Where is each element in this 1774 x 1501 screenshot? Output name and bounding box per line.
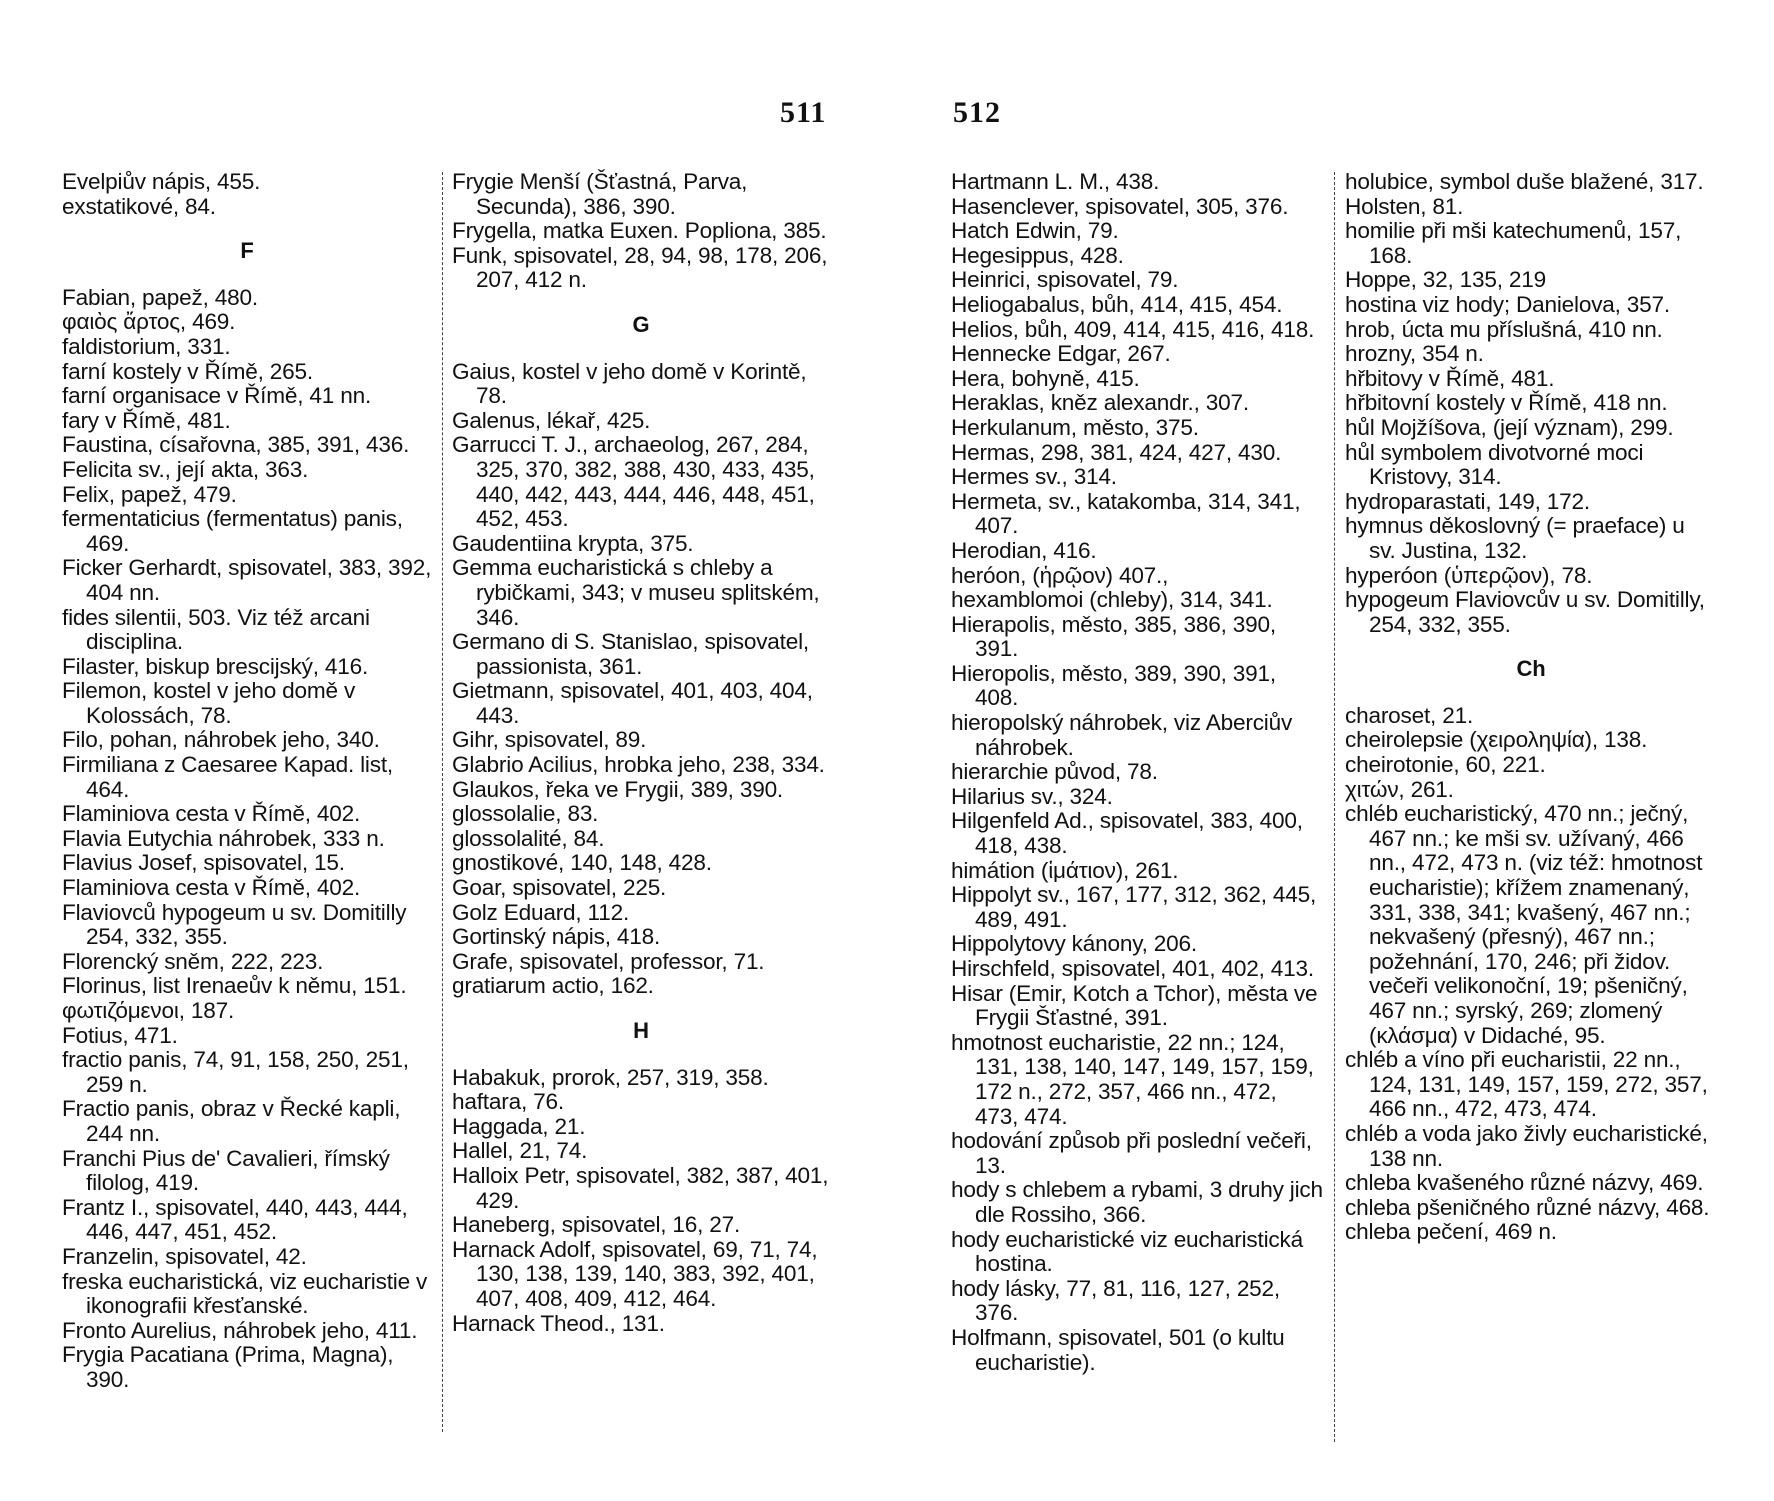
index-entry: haftara, 76. — [452, 1089, 564, 1115]
index-entry: gratiarum actio, 162. — [452, 973, 654, 999]
index-entry: holubice, symbol duše blažené, 317. — [1345, 169, 1704, 194]
index-entry: hieropolský náhrobek, viz Aberciův náhrobek. — [951, 710, 1293, 760]
index-entry: Florinus, list Irenaeův k němu, 151. — [62, 973, 407, 999]
index-entry: Fotius, 471. — [62, 1022, 178, 1048]
index-column-1 — [62, 170, 432, 1393]
index-entry: Hippolyt sv., 167, 177, 312, 362, 445, 489, 491. — [951, 882, 1317, 932]
index-entry: Herodian, 416. — [951, 537, 1097, 563]
index-entry: homilie při mši katechumenů, 157, 168. — [1345, 218, 1682, 268]
index-entry: hody lásky, 77, 81, 116, 127, 252, 376. — [951, 1275, 1280, 1326]
index-entry: Hilgenfeld Ad., spisovatel, 383, 400, 418, 438. — [951, 808, 1303, 859]
index-entry: Funk, spisovatel, 28, 94, 98, 178, 206, 207, 412 n. — [452, 242, 828, 293]
index-entry: Hierapolis, město, 385, 386, 390, 391. — [951, 611, 1276, 662]
index-entry: Franzelin, spisovatel, 42. — [62, 1243, 307, 1269]
index-entry: Evelpiův nápis, 455. — [62, 169, 261, 194]
index-entry: faldistorium, 331. — [62, 333, 231, 359]
index-entry: φωτιζόμενοι, 187. — [62, 998, 235, 1023]
index-entry: Hoppe, 32, 135, 219 — [1345, 267, 1546, 293]
index-entry: Flaviovců hypogeum u sv. Domitilly 254, 332, 355. — [62, 899, 407, 950]
index-entry: cheirotonie, 60, 221. — [1345, 752, 1546, 778]
index-entry: hexamblomoi (chleby), 314, 341. — [951, 587, 1273, 613]
section-letter: F — [240, 238, 254, 264]
index-entry: hůl symbolem divotvorné moci Kristovy, 314. — [1345, 439, 1644, 490]
index-entry: Hieropolis, město, 389, 390, 391, 408. — [951, 660, 1276, 711]
index-entry: Flaminiova cesta v Římě, 402. — [62, 801, 361, 827]
index-entry: Garrucci T. J., archaeolog, 267, 284, 325, 370, 382, 388, 430, 433, 435, 440, 442, 443, 444, 446, 448, 451, 452, 453. — [452, 432, 815, 532]
index-column-4 — [1345, 170, 1717, 1245]
page-number-right: 512 — [953, 96, 1001, 129]
index-entry: Filemon, kostel v jeho domě v Kolossách, 78. — [62, 678, 356, 728]
index-entry: himátion (ἱμάτιον), 261. — [951, 857, 1179, 883]
index-entry: Hennecke Edgar, 267. — [951, 341, 1171, 367]
index-entry: Frantz I., spisovatel, 440, 443, 444, 446, 447, 451, 452. — [62, 1194, 408, 1245]
section-letter: G — [632, 311, 650, 337]
index-entry: Hallel, 21, 74. — [452, 1138, 588, 1164]
index-entry: Herkulanum, město, 375. — [951, 414, 1199, 440]
index-entry: Hatch Edwin, 79. — [951, 218, 1119, 244]
index-entry: Gaudentiina krypta, 375. — [452, 530, 694, 556]
index-entry: Grafe, spisovatel, professor, 71. — [452, 948, 765, 974]
index-entry: Glaukos, řeka ve Frygii, 389, 390. — [452, 776, 784, 802]
index-entry: Frygia Pacatiana (Prima, Magna), 390. — [62, 1342, 394, 1392]
index-entry: Goar, spisovatel, 225. — [452, 875, 667, 901]
index-entry: chléb eucharistický, 470 nn.; ječný, 467 nn.; ke mši sv. užívaný, 466 nn., 472, 473 n. (viz též: hmotnost eucharistie); křížem znamenaný, 331, 338, 341; kvašený, 467 nn.; nekvašený (přesný), 467 nn.; požehnání, 170, 246; při židov. večeři velikonoční, 19; pšeničný, 467 nn.; syrský, 269; zlomený (κλάσμα) v Didaché, 95. — [1345, 801, 1703, 1048]
section-letter: Ch — [1516, 656, 1546, 682]
index-entry: Germano di S. Stanislao, spisovatel, passionista, 361. — [452, 629, 809, 679]
index-entry: chléb a víno při eucharistii, 22 nn., 124, 131, 149, 157, 159, 272, 357, 466 nn., 472, 473, 474. — [1345, 1047, 1708, 1122]
index-entry: chléb a voda jako živly eucharistické, 138 nn. — [1345, 1120, 1708, 1171]
index-entry: Florencký sněm, 222, 223. — [62, 948, 324, 974]
index-entry: Holfmann, spisovatel, 501 (o kultu eucharistie). — [951, 1324, 1285, 1375]
index-entry: hody eucharistické viz eucharistická hostina. — [951, 1226, 1303, 1277]
index-entry: φαιὸς ἄρτος, 469. — [62, 309, 236, 335]
index-entry: Faustina, císařovna, 385, 391, 436. — [62, 432, 410, 458]
index-entry: Hermes sv., 314. — [951, 464, 1117, 490]
index-entry: Hermas, 298, 381, 424, 427, 430. — [951, 439, 1282, 465]
index-entry: chleba kvašeného různé názvy, 469. — [1345, 1170, 1704, 1196]
index-entry: chleba pečení, 469 n. — [1345, 1219, 1557, 1245]
index-entry: farní organisace v Římě, 41 nn. — [62, 383, 372, 409]
index-entry: Felix, papež, 479. — [62, 481, 237, 507]
index-entry: Filaster, biskup brescijský, 416. — [62, 653, 369, 679]
page-number-left: 511 — [780, 96, 827, 129]
index-entry: Flavia Eutychia náhrobek, 333 n. — [62, 825, 385, 851]
index-entry: Hera, bohyně, 415. — [951, 365, 1140, 391]
index-entry: Gemma eucharistická s chleby a rybičkami, 343; v museu splitském, 346. — [452, 555, 820, 630]
index-entry: Glabrio Acilius, hrobka jeho, 238, 334. — [452, 752, 825, 778]
index-entry: χιτών, 261. — [1345, 776, 1454, 802]
index-entry: hody s chlebem a rybami, 3 druhy jich dle Rossiho, 366. — [951, 1177, 1323, 1227]
index-entry: hrozny, 354 n. — [1345, 341, 1484, 367]
index-entry: cheirolepsie (χειροληψία), 138. — [1345, 727, 1648, 753]
index-entry: fary v Římě, 481. — [62, 407, 231, 433]
index-entry: hierarchie původ, 78. — [951, 759, 1158, 785]
index-entry: hmotnost eucharistie, 22 nn.; 124, 131, 138, 140, 147, 149, 157, 159, 172 n., 272, 357, 466 nn., 472, 473, 474. — [951, 1029, 1314, 1129]
index-entry: hypogeum Flaviovcův u sv. Domitilly, 254, 332, 355. — [1345, 587, 1705, 637]
index-entry: Hirschfeld, spisovatel, 401, 402, 413. — [951, 956, 1314, 981]
index-entry: Hippolytovy kánony, 206. — [951, 931, 1197, 957]
index-entry: Galenus, lékař, 425. — [452, 407, 651, 433]
index-entry: hodování způsob při poslední večeři, 13. — [951, 1128, 1312, 1178]
index-entry: Helios, bůh, 409, 414, 415, 416, 418. — [951, 316, 1315, 342]
index-entry: Fabian, papež, 480. — [62, 284, 258, 310]
index-entry: Filo, pohan, náhrobek jeho, 340. — [62, 727, 380, 753]
index-entry: hyperóon (ὑπερῷον), 78. — [1345, 562, 1593, 588]
index-entry: exstatikové, 84. — [62, 193, 216, 219]
index-entry: charoset, 21. — [1345, 702, 1474, 728]
index-entry: Hermeta, sv., katakomba, 314, 341, 407. — [951, 488, 1301, 539]
index-entry: Halloix Petr, spisovatel, 382, 387, 401, 429. — [452, 1162, 829, 1213]
index-entry: Flaminiova cesta v Římě, 402. — [62, 875, 361, 901]
index-entry: Hisar (Emir, Kotch a Tchor), města ve Frygii Šťastné, 391. — [951, 980, 1318, 1031]
index-entry: Haggada, 21. — [452, 1113, 586, 1139]
index-entry: Frygella, matka Euxen. Popliona, 385. — [452, 218, 827, 244]
index-entry: Gortinský nápis, 418. — [452, 924, 661, 950]
index-entry: Heraklas, kněz alexandr., 307. — [951, 390, 1249, 416]
index-entry: Flavius Josef, spisovatel, 15. — [62, 850, 345, 876]
index-entry: hřbitovy v Římě, 481. — [1345, 365, 1555, 391]
index-column-2 — [452, 170, 830, 1336]
index-entry: Felicita sv., její akta, 363. — [62, 456, 309, 482]
index-entry: Frygie Menší (Šťastná, Parva, Secunda), 386, 390. — [452, 169, 748, 219]
index-entry: Hegesippus, 428. — [951, 242, 1124, 268]
index-entry: gnostikové, 140, 148, 428. — [452, 850, 712, 876]
index-column-3 — [951, 170, 1324, 1375]
index-entry: Firmiliana z Caesaree Kapad. list, 464. — [62, 752, 393, 802]
index-entry: fermentaticius (fermentatus) panis, 469. — [62, 506, 403, 556]
index-entry: glossolalité, 84. — [452, 825, 605, 851]
index-entry: Gietmann, spisovatel, 401, 403, 404, 443. — [452, 678, 813, 728]
index-entry: fides silentii, 503. Viz též arcani disciplina. — [62, 604, 370, 655]
index-entry: Heinrici, spisovatel, 79. — [951, 267, 1179, 293]
index-entry: heróon, (ἡρῷον) 407., — [951, 562, 1169, 588]
index-entry: Gihr, spisovatel, 89. — [452, 727, 647, 753]
index-entry: fractio panis, 74, 91, 158, 250, 251, 259 n. — [62, 1047, 409, 1097]
index-entry: Harnack Adolf, spisovatel, 69, 71, 74, 130, 138, 139, 140, 383, 392, 401, 407, 408, 409, 412, 464. — [452, 1236, 818, 1311]
index-entry: Holsten, 81. — [1345, 193, 1464, 219]
index-entry: glossolalie, 83. — [452, 801, 599, 827]
index-entry: Heliogabalus, bůh, 414, 415, 454. — [951, 291, 1283, 317]
index-entry: Harnack Theod., 131. — [452, 1310, 665, 1336]
index-entry: Fractio panis, obraz v Řecké kapli, 244 nn. — [62, 1096, 401, 1146]
index-entry: hymnus děkoslovný (= praeface) u sv. Justina, 132. — [1345, 513, 1685, 563]
index-entry: hydroparastati, 149, 172. — [1345, 488, 1590, 514]
index-entry: Golz Eduard, 112. — [452, 899, 630, 925]
index-entry: Franchi Pius de' Cavalieri, římský filolog, 419. — [62, 1145, 390, 1196]
index-entry: hřbitovní kostely v Římě, 418 nn. — [1345, 390, 1668, 416]
index-entry: Habakuk, prorok, 257, 319, 358. — [452, 1064, 769, 1090]
column-rule-1 — [442, 172, 443, 1432]
section-letter: H — [633, 1018, 649, 1043]
index-entry: Fronto Aurelius, náhrobek jeho, 411. — [62, 1317, 418, 1343]
index-entry: Hasenclever, spisovatel, 305, 376. — [951, 193, 1289, 219]
index-entry: hrob, úcta mu příslušná, 410 nn. — [1345, 316, 1663, 342]
index-entry: Gaius, kostel v jeho domě v Korintě, 78. — [452, 358, 807, 409]
index-entry: hůl Mojžíšova, (její význam), 299. — [1345, 414, 1674, 440]
index-entry: Hilarius sv., 324. — [951, 783, 1113, 809]
index-entry: chleba pšeničného různé názvy, 468. — [1345, 1194, 1710, 1220]
index-entry: freska eucharistická, viz eucharistie v ikonografii křesťanské. — [62, 1268, 428, 1319]
index-entry: Haneberg, spisovatel, 16, 27. — [452, 1212, 741, 1238]
index-entry: farní kostely v Římě, 265. — [62, 358, 313, 384]
column-rule-2 — [1334, 172, 1335, 1442]
index-entry: hostina viz hody; Danielova, 357. — [1345, 291, 1670, 317]
index-entry: Ficker Gerhardt, spisovatel, 383, 392, 404 nn. — [62, 555, 432, 605]
index-entry: Hartmann L. M., 438. — [951, 169, 1160, 194]
